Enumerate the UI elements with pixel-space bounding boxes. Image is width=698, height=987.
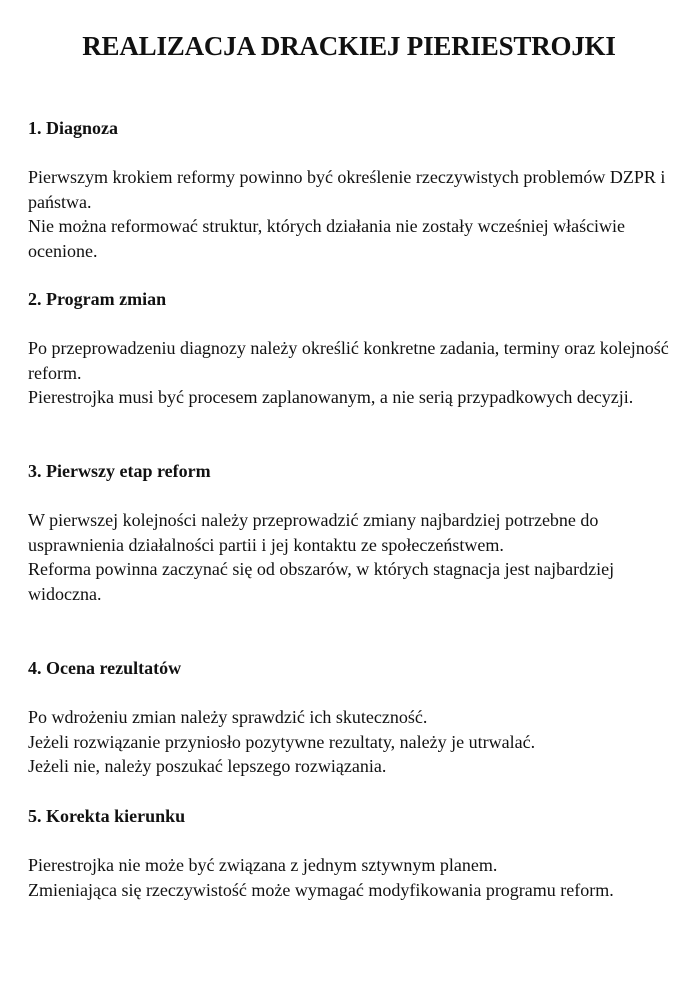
- section-heading: 2. Program zmian: [28, 289, 167, 309]
- section-body: [28, 853, 678, 902]
- document-title: REALIZACJA DRACKIEJ PIERIESTROJKI: [82, 31, 616, 61]
- section-ocena-rezultatow: [28, 656, 678, 779]
- section-paragraph: Po przeprowadzeniu diagnozy należy określić konkretne zadania, terminy oraz kolejność reform.: [28, 338, 669, 383]
- section-body: [28, 705, 678, 779]
- section-body: [28, 508, 678, 606]
- section-pierwszy-etap: [28, 459, 678, 606]
- section-body: [28, 336, 678, 410]
- section-paragraph: Jeżeli nie, należy poszukać lepszego rozwiązania.: [28, 756, 387, 776]
- section-paragraph: Nie można reformować struktur, których działania nie zostały wcześniej właściwie ocenione.: [28, 216, 626, 261]
- section-heading: 4. Ocena rezultatów: [28, 658, 182, 678]
- section-heading: 3. Pierwszy etap reform: [28, 461, 211, 481]
- section-heading: 1. Diagnoza: [28, 118, 118, 138]
- section-paragraph: Zmieniająca się rzeczywistość może wymagać modyfikowania programu reform.: [28, 879, 614, 900]
- section-paragraph: Pierestrojka nie może być związana z jednym sztywnym planem.: [28, 855, 498, 875]
- section-paragraph: Pierwszym krokiem reformy powinno być określenie rzeczywistych problemów DZPR i państwa.: [28, 167, 666, 212]
- section-paragraph: Po wdrożeniu zmian należy sprawdzić ich skuteczność.: [28, 707, 428, 727]
- section-paragraph: W pierwszej kolejności należy przeprowadzić zmiany najbardziej potrzebne do usprawnienia działalności partii i jej kontaktu ze społeczeństwem.: [28, 510, 599, 555]
- section-korekta-kierunku: [28, 804, 678, 902]
- section-program-zmian: [28, 287, 678, 410]
- section-diagnoza: [28, 116, 678, 263]
- section-heading: 5. Korekta kierunku: [28, 806, 186, 826]
- section-body: [28, 165, 678, 263]
- section-paragraph: Reforma powinna zaczynać się od obszarów, w których stagnacja jest najbardziej widoczna.: [28, 559, 615, 604]
- section-paragraph: Jeżeli rozwiązanie przyniosło pozytywne rezultaty, należy je utrwalać.: [28, 731, 536, 752]
- section-paragraph: Pierestrojka musi być procesem zaplanowanym, a nie serią przypadkowych decyzji.: [28, 387, 634, 407]
